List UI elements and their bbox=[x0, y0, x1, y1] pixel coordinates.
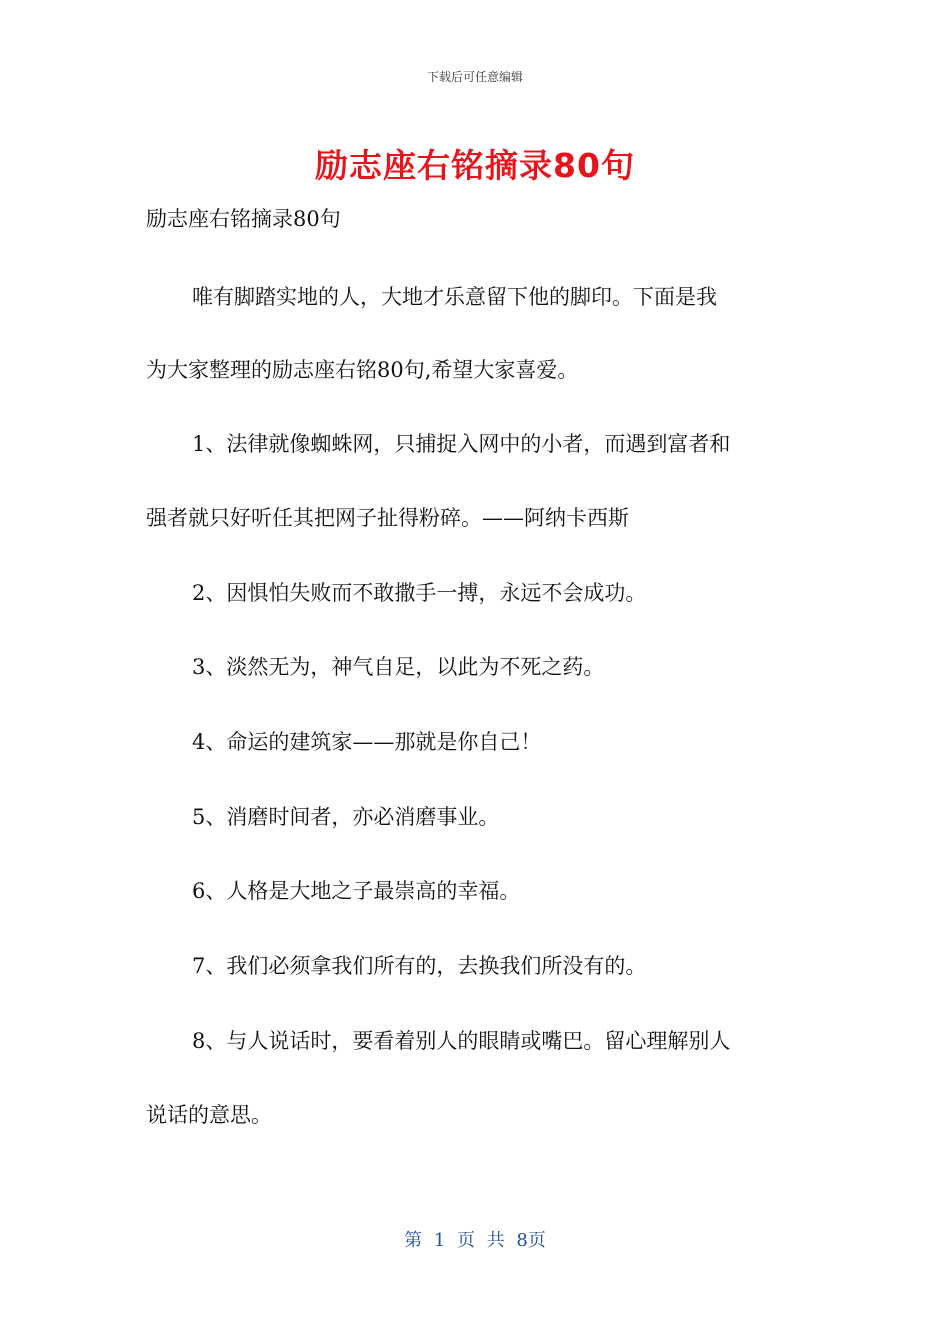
paragraph-line: 2、因惧怕失败而不敢撒手一搏，永远不会成功。 bbox=[192, 581, 647, 605]
paragraph-line: 唯有脚踏实地的人，大地才乐意留下他的脚印。下面是我 bbox=[192, 285, 717, 309]
paragraph-line: 8、与人说话时，要看着别人的眼睛或嘴巴。留心理解别人 bbox=[192, 1029, 731, 1053]
paragraph-line: 6、人格是大地之子最崇高的幸福。 bbox=[192, 879, 521, 903]
paragraph-line: 1、法律就像蜘蛛网，只捕捉入网中的小者，而遇到富者和 bbox=[192, 432, 731, 456]
paragraph-line: 为大家整理的励志座右铭80句,希望大家喜爱。 bbox=[146, 358, 579, 382]
header-note: 下载后可任意编辑 bbox=[426, 70, 523, 84]
paragraph-line: 说话的意思。 bbox=[146, 1103, 272, 1127]
paragraph-line: 励志座右铭摘录80句 bbox=[146, 207, 341, 231]
page-footer: 第 1 页 共 8页 bbox=[404, 1230, 546, 1251]
paragraph-line: 4、命运的建筑家——那就是你自己！ bbox=[192, 730, 542, 754]
paragraph-line: 3、淡然无为，神气自足，以此为不死之药。 bbox=[192, 655, 605, 679]
document-title: 励志座右铭摘录80句 bbox=[315, 146, 635, 185]
paragraph-line: 5、消磨时间者，亦必消磨事业。 bbox=[192, 805, 500, 829]
paragraph-line: 7、我们必须拿我们所有的，去换我们所没有的。 bbox=[192, 954, 647, 978]
paragraph-line: 强者就只好听任其把网子扯得粉碎。——阿纳卡西斯 bbox=[146, 506, 629, 530]
